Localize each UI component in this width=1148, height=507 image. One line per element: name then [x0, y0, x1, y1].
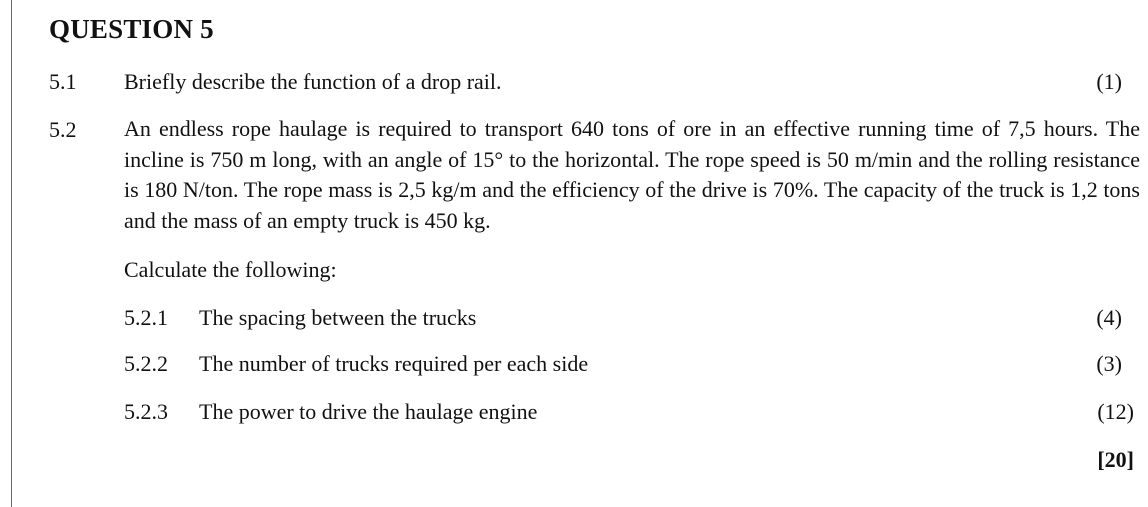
subitem-number-5-2-1: 5.2.1 [124, 305, 168, 330]
item-text-5-1: Briefly describe the function of a drop rail. [124, 69, 502, 94]
total-marks: [20] [1097, 447, 1134, 472]
subitem-text-5-2-2: The number of trucks required per each side [199, 351, 589, 376]
subitem-marks-5-2-2: (3) [1096, 351, 1122, 376]
subitem-text-5-2-3: The power to drive the haulage engine [199, 399, 538, 424]
item-marks-5-1: (1) [1096, 69, 1122, 94]
item-number-5-1: 5.1 [49, 69, 77, 94]
subitem-marks-5-2-3: (12) [1097, 399, 1134, 424]
item-number-5-2: 5.2 [49, 117, 77, 142]
subitem-text-5-2-1: The spacing between the trucks [199, 305, 477, 330]
page-left-border [11, 0, 12, 507]
question-title: QUESTION 5 [49, 14, 214, 44]
instruction-text: Calculate the following: [124, 257, 337, 282]
subitem-number-5-2-2: 5.2.2 [124, 351, 168, 376]
item-text-5-2: An endless rope haulage is required to transport 640 tons of ore in an effective running time of 7,5 hours. The incline is 750 m long, with an angle of 15° to the horizontal. The rope speed is 50 m/min and the rolling resistance is 180 N/ton. The rope mass is 2,5 kg/m and the efficiency of the drive is 70%. The capacity of the truck is 1,2 tons and the mass of an empty truck is 450 kg. [124, 116, 1140, 233]
subitem-number-5-2-3: 5.2.3 [124, 399, 168, 424]
subitem-marks-5-2-1: (4) [1096, 305, 1122, 330]
